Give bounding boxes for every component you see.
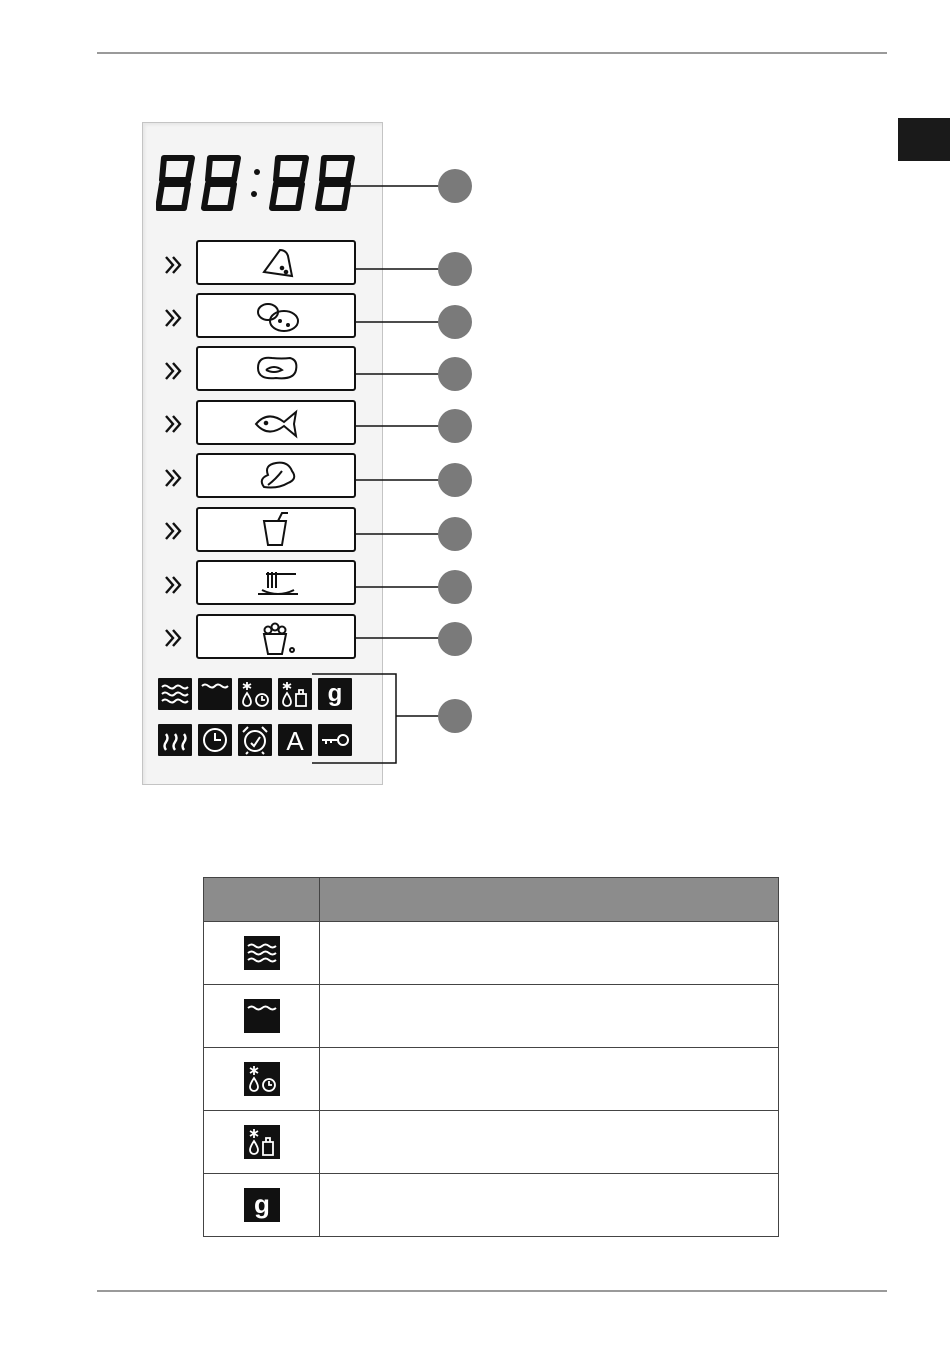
grill-icon — [198, 678, 232, 710]
description-column-header — [320, 878, 779, 922]
alarm-timer-icon — [238, 724, 272, 756]
chevron-double-icon — [162, 521, 186, 541]
callout-marker — [438, 409, 472, 443]
program-pizza[interactable] — [196, 240, 356, 285]
program-pasta[interactable] — [196, 560, 356, 605]
meat-icon — [198, 348, 354, 389]
description-cell — [320, 1048, 779, 1111]
pizza-icon — [198, 242, 354, 283]
description-cell — [320, 1111, 779, 1174]
program-meat[interactable] — [196, 346, 356, 391]
symbol-legend-table — [203, 877, 779, 1237]
microwave-icon — [244, 936, 280, 970]
table-row — [204, 1174, 779, 1237]
table-row — [204, 1048, 779, 1111]
callout-marker — [438, 463, 472, 497]
chevron-double-icon — [162, 575, 186, 595]
description-cell — [320, 985, 779, 1048]
clock-icon — [198, 724, 232, 756]
chevron-double-icon — [162, 468, 186, 488]
callout-marker — [438, 517, 472, 551]
chevron-double-icon — [162, 308, 186, 328]
callout-marker — [438, 622, 472, 656]
description-cell — [320, 922, 779, 985]
popcorn-icon — [198, 616, 354, 657]
callout-marker — [438, 169, 472, 203]
defrost-time-icon — [244, 1062, 280, 1096]
callout-marker — [438, 252, 472, 286]
auto-letter: A — [286, 726, 304, 756]
table-row — [204, 922, 779, 985]
auto-icon — [278, 724, 312, 756]
table-row — [204, 985, 779, 1048]
weight-g-icon — [318, 678, 352, 710]
weight-letter: g — [253, 1189, 270, 1219]
fish-icon — [198, 402, 354, 443]
chevron-double-icon — [162, 628, 186, 648]
chevron-double-icon — [162, 255, 186, 275]
weight-g-icon — [244, 1188, 280, 1222]
pasta-icon — [198, 562, 354, 603]
callout-marker — [438, 570, 472, 604]
potato-icon — [198, 295, 354, 336]
combi-heat-icon — [158, 724, 192, 756]
callout-marker — [438, 699, 472, 733]
description-cell — [320, 1174, 779, 1237]
bottom-rule — [97, 1290, 887, 1292]
defrost-weight-icon — [244, 1125, 280, 1159]
defrost-weight-icon — [278, 678, 312, 710]
program-vegetable[interactable] — [196, 453, 356, 498]
table-header-row — [204, 878, 779, 922]
program-fish[interactable] — [196, 400, 356, 445]
program-potato[interactable] — [196, 293, 356, 338]
weight-letter: g — [327, 680, 343, 707]
symbol-column-header — [204, 878, 320, 922]
chevron-double-icon — [162, 361, 186, 381]
microwave-icon — [158, 678, 192, 710]
grill-icon — [244, 999, 280, 1033]
defrost-time-icon — [238, 678, 272, 710]
table-row — [204, 1111, 779, 1174]
vegetable-icon — [198, 455, 354, 496]
program-popcorn[interactable] — [196, 614, 356, 659]
callout-marker — [438, 305, 472, 339]
child-lock-key-icon — [318, 724, 352, 756]
callout-marker — [438, 357, 472, 391]
program-drink[interactable] — [196, 507, 356, 552]
drink-icon — [198, 509, 354, 550]
chevron-double-icon — [162, 414, 186, 434]
